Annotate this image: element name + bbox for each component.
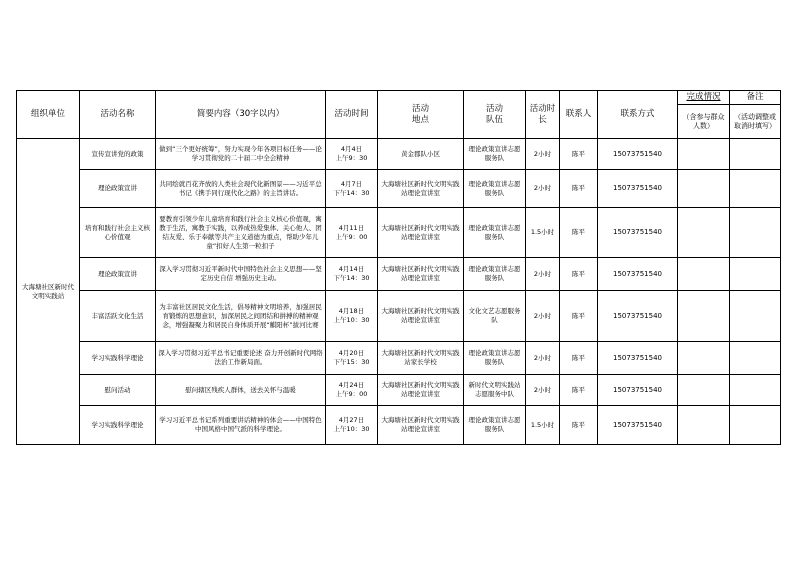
cell-team: 理论政策宣讲志愿服务队	[464, 170, 526, 208]
header-completion: 完成情况	[678, 91, 730, 105]
cell-duration: 2小时	[526, 258, 560, 291]
cell-name: 慰问活动	[80, 375, 156, 406]
cell-time: 4月20日 下午15：30	[326, 342, 378, 375]
cell-name: 学习实践科学理论	[80, 342, 156, 375]
cell-summary: 深入学习贯彻习近平总书记重要论述 奋力开创新时代网络法治工作新局面。	[156, 342, 326, 375]
cell-name: 培育和践行社会主义核心价值观	[80, 208, 156, 258]
header-duration: 活动时 长	[526, 91, 560, 139]
cell-remark	[730, 170, 781, 208]
cell-time: 4月24日 上午9：00	[326, 375, 378, 406]
cell-name: 丰富活跃文化生活	[80, 291, 156, 342]
header-team: 活动 队伍	[464, 91, 526, 139]
table-row	[17, 375, 781, 406]
cell-name: 理论政策宣讲	[80, 170, 156, 208]
cell-team: 理论政策宣讲志愿服务队	[464, 406, 526, 445]
cell-summary: 深入学习贯彻习近平新时代中国特色社会主义思想——坚定历史自信 增强历史主动。	[156, 258, 326, 291]
cell-duration: 2小时	[526, 291, 560, 342]
cell-duration: 2小时	[526, 342, 560, 375]
cell-place: 大海塘社区新时代文明实践站理论宣讲室	[378, 291, 464, 342]
cell-time: 4月4日 上午9：30	[326, 139, 378, 170]
cell-duration: 2小时	[526, 139, 560, 170]
table-row	[17, 139, 781, 170]
cell-contact: 陈平	[560, 208, 598, 258]
cell-remark	[730, 139, 781, 170]
cell-remark	[730, 208, 781, 258]
table-row	[17, 258, 781, 291]
table-row	[17, 170, 781, 208]
cell-team: 理论政策宣讲志愿服务队	[464, 258, 526, 291]
cell-time: 4月27日 上午10：30	[326, 406, 378, 445]
cell-contact: 陈平	[560, 291, 598, 342]
activity-table	[16, 90, 781, 445]
cell-completion	[678, 406, 730, 445]
cell-summary: 做到“三个更好统筹”，努力实现今年各项目标任务——论学习贯彻党的二十届二中全会精神	[156, 139, 326, 170]
cell-phone: 15073751540	[598, 342, 678, 375]
table-row	[17, 406, 781, 445]
cell-time: 4月14日 下午14：30	[326, 258, 378, 291]
cell-time: 4月18日 上午10：30	[326, 291, 378, 342]
cell-contact: 陈平	[560, 342, 598, 375]
cell-contact: 陈平	[560, 375, 598, 406]
cell-place: 大海塘社区新时代文明实践站理论宣讲室	[378, 258, 464, 291]
cell-completion	[678, 258, 730, 291]
header-remark-sub: （活动调整或取消时填写）	[730, 105, 781, 139]
cell-place: 大海塘社区新时代文明实践站家长学校	[378, 342, 464, 375]
cell-name: 理论政策宣讲	[80, 258, 156, 291]
cell-phone: 15073751540	[598, 208, 678, 258]
cell-team: 理论政策宣讲志愿服务队	[464, 139, 526, 170]
cell-summary: 为丰富社区居民文化生活，倡导精神文明培养，加强居民育锻炼的思想意识，加深居民之间团结和拼搏的精神观念，增强凝聚力和居民自身体质开展“麒阳杯”拔河比赛	[156, 291, 326, 342]
cell-name: 宣传宣讲党的政策	[80, 139, 156, 170]
cell-completion	[678, 375, 730, 406]
cell-summary: 要教育引领少年儿童培育和践行社会主义核心价值观，寓教于生活，寓教于实践，以养成热爱集体、关心他人、团结友爱、乐于奉献等共产主义道德为重点，帮助少年儿童“扣好人生第一粒扣子	[156, 208, 326, 258]
cell-duration: 2小时	[526, 170, 560, 208]
cell-duration: 1.5小时	[526, 406, 560, 445]
cell-phone: 15073751540	[598, 291, 678, 342]
cell-contact: 陈平	[560, 406, 598, 445]
cell-name: 学习实践科学理论	[80, 406, 156, 445]
cell-summary: 学习习近平总书记系列重要讲话精神的体会——中国特色中国风格中国气派的科学理论。	[156, 406, 326, 445]
cell-remark	[730, 375, 781, 406]
cell-contact: 陈平	[560, 258, 598, 291]
cell-team: 文化文艺志愿服务队	[464, 291, 526, 342]
cell-duration: 1.5小时	[526, 208, 560, 258]
table-row	[17, 342, 781, 375]
header-name: 活动名称	[80, 91, 156, 139]
cell-remark	[730, 406, 781, 445]
cell-place: 大海塘社区新时代文明实践站理论宣讲室	[378, 406, 464, 445]
header-completion-sub: （含参与群众人数）	[678, 105, 730, 139]
header-time: 活动时间	[326, 91, 378, 139]
cell-completion	[678, 208, 730, 258]
cell-completion	[678, 342, 730, 375]
cell-phone: 15073751540	[598, 375, 678, 406]
cell-remark	[730, 342, 781, 375]
org-unit-cell: 大海塘社区新时代文明实践站	[17, 139, 80, 445]
cell-place: 大海塘社区新时代文明实践站理论宣讲室	[378, 208, 464, 258]
cell-place: 黄金郡队小区	[378, 139, 464, 170]
cell-place: 大海塘社区新时代文明实践站理论宣讲室	[378, 170, 464, 208]
cell-team: 理论政策宣讲志愿服务队	[464, 342, 526, 375]
cell-team: 理论政策宣讲志愿服务队	[464, 208, 526, 258]
cell-phone: 15073751540	[598, 139, 678, 170]
cell-team: 新时代文明实践站志愿服务中队	[464, 375, 526, 406]
cell-contact: 陈平	[560, 170, 598, 208]
cell-remark	[730, 258, 781, 291]
cell-remark	[730, 291, 781, 342]
header-unit: 组织单位	[17, 91, 80, 139]
cell-time: 4月7日 下午14：30	[326, 170, 378, 208]
cell-phone: 15073751540	[598, 258, 678, 291]
header-summary: 简要内容（30字以内）	[156, 91, 326, 139]
table-body	[17, 139, 781, 445]
header-remark: 备注	[730, 91, 781, 105]
cell-summary: 慰问辖区残疾人群体，送去关怀与温暖	[156, 375, 326, 406]
cell-contact: 陈平	[560, 139, 598, 170]
table-row	[17, 208, 781, 258]
header-contact: 联系人	[560, 91, 598, 139]
cell-completion	[678, 139, 730, 170]
table-row	[17, 291, 781, 342]
cell-completion	[678, 291, 730, 342]
cell-phone: 15073751540	[598, 406, 678, 445]
cell-completion	[678, 170, 730, 208]
cell-place: 大海塘社区新时代文明实践站理论宣讲室	[378, 375, 464, 406]
cell-duration: 2小时	[526, 375, 560, 406]
cell-time: 4月11日 上午9：00	[326, 208, 378, 258]
header-phone: 联系方式	[598, 91, 678, 139]
cell-summary: 共同绘就百花齐放的人类社会现代化新图景——习近平总书记《携手同行现代化之路》的主旨讲话。	[156, 170, 326, 208]
cell-phone: 15073751540	[598, 170, 678, 208]
header-place: 活动 地点	[378, 91, 464, 139]
